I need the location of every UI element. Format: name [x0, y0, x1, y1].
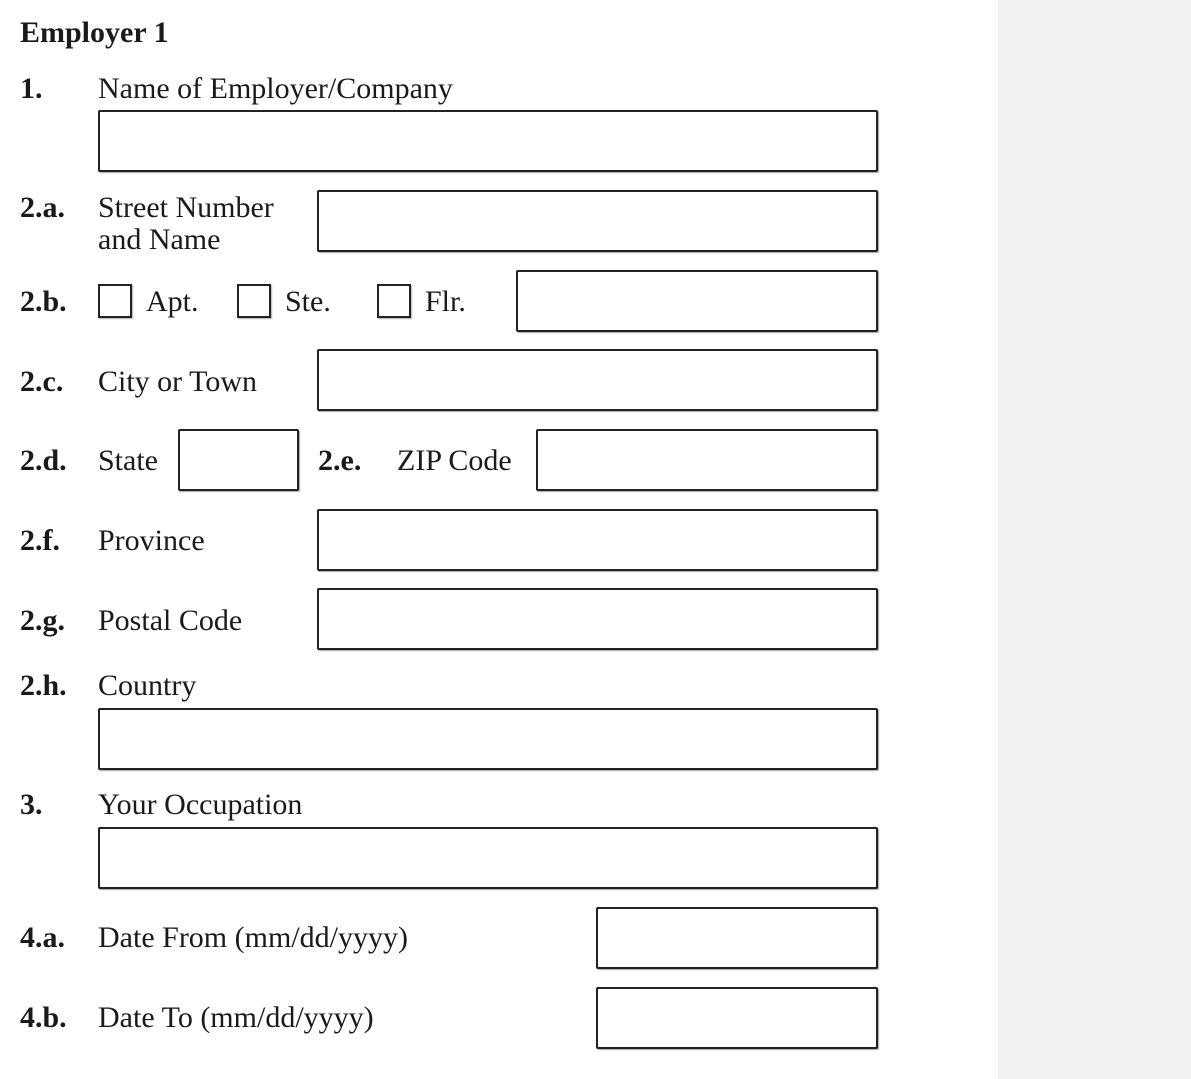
postal-code-label: Postal Code [98, 604, 243, 637]
item-number-1: 1. [20, 72, 43, 105]
occupation-label: Your Occupation [98, 788, 303, 821]
state-field[interactable] [178, 429, 299, 491]
postal-code-field[interactable] [317, 588, 878, 650]
item-number-2a: 2.a. [20, 191, 65, 224]
item-number-2e: 2.e. [318, 444, 362, 477]
province-label: Province [98, 524, 205, 557]
country-field[interactable] [98, 708, 878, 770]
item-number-4a: 4.a. [20, 921, 65, 954]
apt-checkbox[interactable] [98, 284, 132, 318]
date-from-field[interactable] [596, 907, 878, 969]
province-field[interactable] [317, 509, 878, 571]
country-label: Country [98, 669, 197, 702]
item-number-2d: 2.d. [20, 444, 67, 477]
item-number-2b: 2.b. [20, 285, 67, 318]
flr-checkbox[interactable] [377, 284, 411, 318]
occupation-field[interactable] [98, 827, 878, 889]
item-number-2g: 2.g. [20, 604, 65, 637]
ste-checkbox[interactable] [237, 284, 271, 318]
date-to-field[interactable] [596, 987, 878, 1049]
ste-label: Ste. [285, 285, 331, 318]
item-number-4b: 4.b. [20, 1001, 67, 1034]
unit-number-field[interactable] [516, 270, 878, 332]
item-number-2c: 2.c. [20, 365, 64, 398]
state-label: State [98, 444, 158, 477]
item-number-3: 3. [20, 788, 43, 821]
street-field[interactable] [317, 190, 878, 252]
street-label-line2: and Name [98, 223, 221, 256]
flr-label: Flr. [425, 285, 466, 318]
employer-name-label: Name of Employer/Company [98, 72, 453, 105]
street-label-line1: Street Number [98, 191, 274, 224]
apt-label: Apt. [146, 285, 199, 318]
zip-label: ZIP Code [397, 444, 512, 477]
date-to-label: Date To (mm/dd/yyyy) [98, 1001, 374, 1034]
employer-name-field[interactable] [98, 110, 878, 172]
item-number-2f: 2.f. [20, 524, 60, 557]
item-number-2h: 2.h. [20, 669, 67, 702]
gray-side-panel [998, 0, 1191, 1079]
zip-field[interactable] [536, 429, 878, 491]
city-label: City or Town [98, 365, 258, 398]
section-heading: Employer 1 [20, 16, 169, 49]
city-field[interactable] [317, 349, 878, 411]
date-from-label: Date From (mm/dd/yyyy) [98, 921, 408, 954]
